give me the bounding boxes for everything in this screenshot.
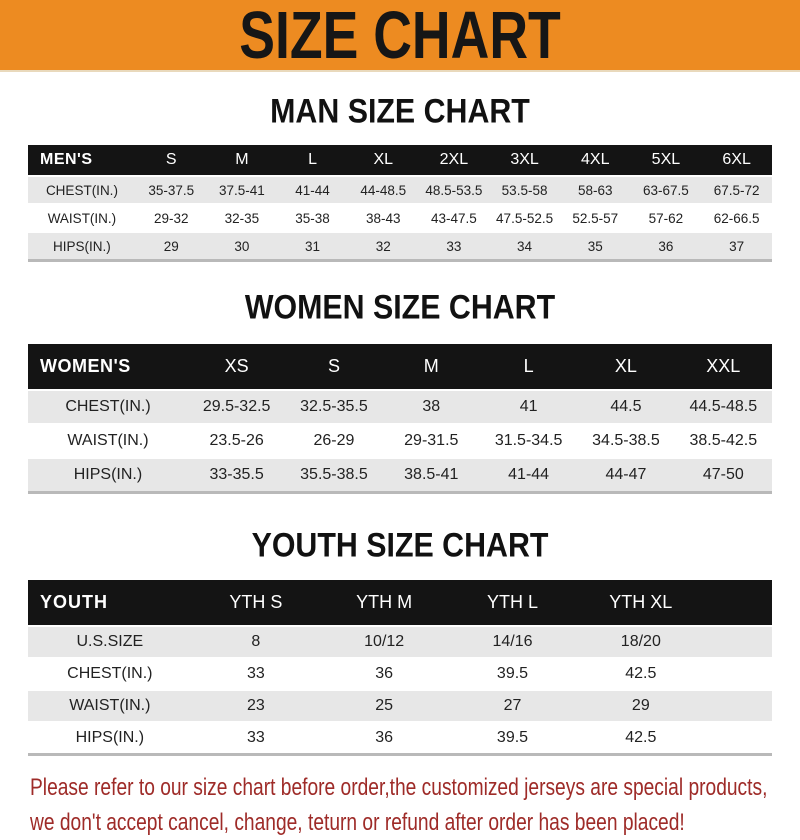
table-cell: 67.5-72 (701, 176, 772, 204)
filler-cell (705, 580, 772, 626)
table-cell: 44-47 (577, 458, 674, 493)
table-cell: 29 (577, 690, 705, 722)
section-heading-youth: YOUTH SIZE CHART (251, 525, 549, 564)
table-cell: 58-63 (560, 176, 631, 204)
row-label: HIPS(IN.) (28, 722, 192, 755)
table-cell: 44-48.5 (348, 176, 419, 204)
table-cell: 41-44 (480, 458, 577, 493)
table-row (28, 204, 772, 232)
table-cell: 14/16 (448, 626, 576, 658)
table-cell: 57-62 (631, 204, 702, 232)
row-label: CHEST(IN.) (28, 176, 136, 204)
filler-cell (705, 658, 772, 690)
table-cell: 63-67.5 (631, 176, 702, 204)
table-cell: 37.5-41 (207, 176, 278, 204)
row-label: WAIST(IN.) (28, 690, 192, 722)
section-heading-men: MAN SIZE CHART (270, 91, 530, 130)
row-label: U.S.SIZE (28, 626, 192, 658)
table-row (28, 626, 772, 658)
table-cell: 33 (419, 232, 490, 261)
table-row (28, 658, 772, 690)
banner-title: SIZE CHART (239, 0, 561, 73)
column-header: M (207, 145, 278, 176)
women-table-title: WOMEN'S (28, 344, 188, 390)
table-cell: 29 (136, 232, 207, 261)
table-cell: 62-66.5 (701, 204, 772, 232)
table-cell: 35-38 (277, 204, 348, 232)
column-header: L (277, 145, 348, 176)
row-label: HIPS(IN.) (28, 458, 188, 493)
table-cell: 29-32 (136, 204, 207, 232)
table-row (28, 232, 772, 261)
table-row (28, 424, 772, 458)
column-header: 3XL (489, 145, 560, 176)
table-cell: 8 (192, 626, 320, 658)
table-cell: 42.5 (577, 722, 705, 755)
table-cell: 47-50 (675, 458, 772, 493)
youth-table-title: YOUTH (28, 580, 192, 626)
table-row (28, 176, 772, 204)
table-cell: 32 (348, 232, 419, 261)
column-header: XL (348, 145, 419, 176)
row-label: HIPS(IN.) (28, 232, 136, 261)
filler-cell (705, 626, 772, 658)
table-cell: 31.5-34.5 (480, 424, 577, 458)
column-header: XS (188, 344, 285, 390)
table-cell: 44.5-48.5 (675, 390, 772, 424)
footer-note (0, 770, 800, 840)
table-cell: 42.5 (577, 658, 705, 690)
column-header: YTH S (192, 580, 320, 626)
table-cell: 43-47.5 (419, 204, 490, 232)
table-cell: 35 (560, 232, 631, 261)
filler-cell (705, 690, 772, 722)
table-cell: 31 (277, 232, 348, 261)
section-heading-women: WOMEN SIZE CHART (244, 287, 556, 326)
table-cell: 35-37.5 (136, 176, 207, 204)
column-header: XXL (675, 344, 772, 390)
banner (0, 0, 800, 72)
row-label: CHEST(IN.) (28, 390, 188, 424)
size-chart-sections (0, 92, 800, 756)
table-cell: 23 (192, 690, 320, 722)
table-row (28, 458, 772, 493)
column-header: L (480, 344, 577, 390)
table-cell: 44.5 (577, 390, 674, 424)
table-cell: 47.5-52.5 (489, 204, 560, 232)
row-label: WAIST(IN.) (28, 424, 188, 458)
footer-line-1: Please refer to our size chart before order,the customized jerseys are special products, (30, 774, 768, 801)
table-header-row (28, 145, 772, 176)
table-cell: 38.5-42.5 (675, 424, 772, 458)
section-men (0, 92, 800, 262)
column-header: M (383, 344, 480, 390)
table-cell: 34 (489, 232, 560, 261)
table-cell: 33-35.5 (188, 458, 285, 493)
section-youth (0, 526, 800, 756)
column-header: YTH M (320, 580, 448, 626)
column-header: 5XL (631, 145, 702, 176)
table-cell: 36 (320, 722, 448, 755)
table-cell: 25 (320, 690, 448, 722)
table-cell: 38-43 (348, 204, 419, 232)
section-women (0, 288, 800, 494)
filler-cell (705, 722, 772, 755)
column-header: 4XL (560, 145, 631, 176)
table-row (28, 690, 772, 722)
table-cell: 41-44 (277, 176, 348, 204)
table-cell: 35.5-38.5 (285, 458, 382, 493)
table-header-row (28, 580, 772, 626)
table-cell: 26-29 (285, 424, 382, 458)
table-cell: 18/20 (577, 626, 705, 658)
table-header-row (28, 344, 772, 390)
column-header: S (136, 145, 207, 176)
table-cell: 53.5-58 (489, 176, 560, 204)
column-header: YTH XL (577, 580, 705, 626)
column-header: 2XL (419, 145, 490, 176)
table-cell: 41 (480, 390, 577, 424)
table-cell: 37 (701, 232, 772, 261)
table-cell: 38.5-41 (383, 458, 480, 493)
row-label: CHEST(IN.) (28, 658, 192, 690)
table-cell: 32-35 (207, 204, 278, 232)
table-cell: 27 (448, 690, 576, 722)
table-cell: 32.5-35.5 (285, 390, 382, 424)
table-cell: 36 (631, 232, 702, 261)
women-size-table (28, 344, 772, 494)
column-header: S (285, 344, 382, 390)
footer-line-2: we don't accept cancel, change, teturn or refund after order has been placed! (30, 809, 685, 836)
row-label: WAIST(IN.) (28, 204, 136, 232)
men-size-table (28, 145, 772, 262)
table-cell: 48.5-53.5 (419, 176, 490, 204)
table-cell: 33 (192, 658, 320, 690)
column-header: YTH L (448, 580, 576, 626)
table-cell: 10/12 (320, 626, 448, 658)
table-cell: 38 (383, 390, 480, 424)
table-row (28, 390, 772, 424)
table-cell: 23.5-26 (188, 424, 285, 458)
table-cell: 39.5 (448, 658, 576, 690)
column-header: XL (577, 344, 674, 390)
table-cell: 39.5 (448, 722, 576, 755)
men-table-title: MEN'S (28, 145, 136, 176)
youth-size-table (28, 580, 772, 756)
column-header: 6XL (701, 145, 772, 176)
table-cell: 29-31.5 (383, 424, 480, 458)
table-cell: 29.5-32.5 (188, 390, 285, 424)
table-cell: 34.5-38.5 (577, 424, 674, 458)
table-row (28, 722, 772, 755)
table-cell: 30 (207, 232, 278, 261)
table-cell: 52.5-57 (560, 204, 631, 232)
table-cell: 33 (192, 722, 320, 755)
table-cell: 36 (320, 658, 448, 690)
